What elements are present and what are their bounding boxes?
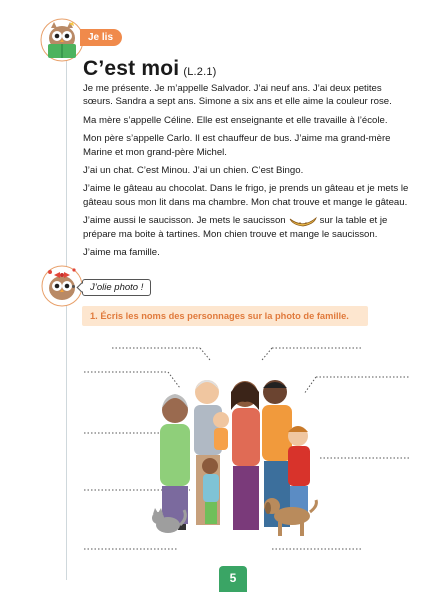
paragraph: J’aime le gâteau au chocolat. Dans le frigo, je prends un gâteau et je mets le gâteau sous mon lit dans ma chambre. Mon chat trouve et mange le gâteau. [83,183,409,208]
bubble-dot [72,285,75,288]
exercise-number: 1. [90,311,98,321]
sausage-icon [288,215,318,227]
paragraph: J’ai un chat. C’est Minou. J’ai un chien. C’est Bingo. [83,165,304,177]
mother-figure [231,381,260,530]
story-text [83,82,413,264]
family-photo-illustration [0,330,427,570]
grandmother-figure [160,394,190,530]
speech-bubble: J’olie photo ! [82,279,151,296]
answer-pointer-4 [304,377,316,394]
paragraph: J’aime ma famille. [83,247,160,259]
answer-pointer-1 [200,348,210,360]
saucisson-text-before: J’aime aussi le saucisson. Je mets le saucisson [83,215,286,227]
boy-figure [288,426,310,520]
answer-pointer-2 [262,348,272,360]
toddler-figure [213,412,229,450]
answer-pointer-3 [168,372,180,388]
exercise-instruction [82,306,368,326]
paragraph-saucisson [83,214,413,241]
title-text: C’est moi [83,57,180,80]
owl-reading-icon [40,18,84,64]
section-tag: Je lis [80,29,122,46]
page-title [83,57,217,81]
saucisson-text-after: sur la table et je prépare ma boite à tartines. Mon chien trouve et mange le saucisson. [83,215,388,240]
title-reference: (L.2.1) [183,66,217,78]
paragraph: Ma mère s’appelle Céline. Elle est enseignante et elle travaille à l’école. [83,114,388,126]
paragraph: Je me présente. Je m’appelle Salvador. J’ai neuf ans. J’ai deux petites sœurs. Sandra a sept ans. Simone a six ans et elle aime la couleur rose. [83,83,392,108]
exercise-text: Écris les noms des personnages sur la photo de famille. [100,311,349,321]
paragraph: Mon père s’appelle Carlo. Il est chauffeur de bus. J’aime ma grand-mère Marine et mon grand-père Michel. [83,133,391,158]
page-number: 5 [219,566,247,592]
